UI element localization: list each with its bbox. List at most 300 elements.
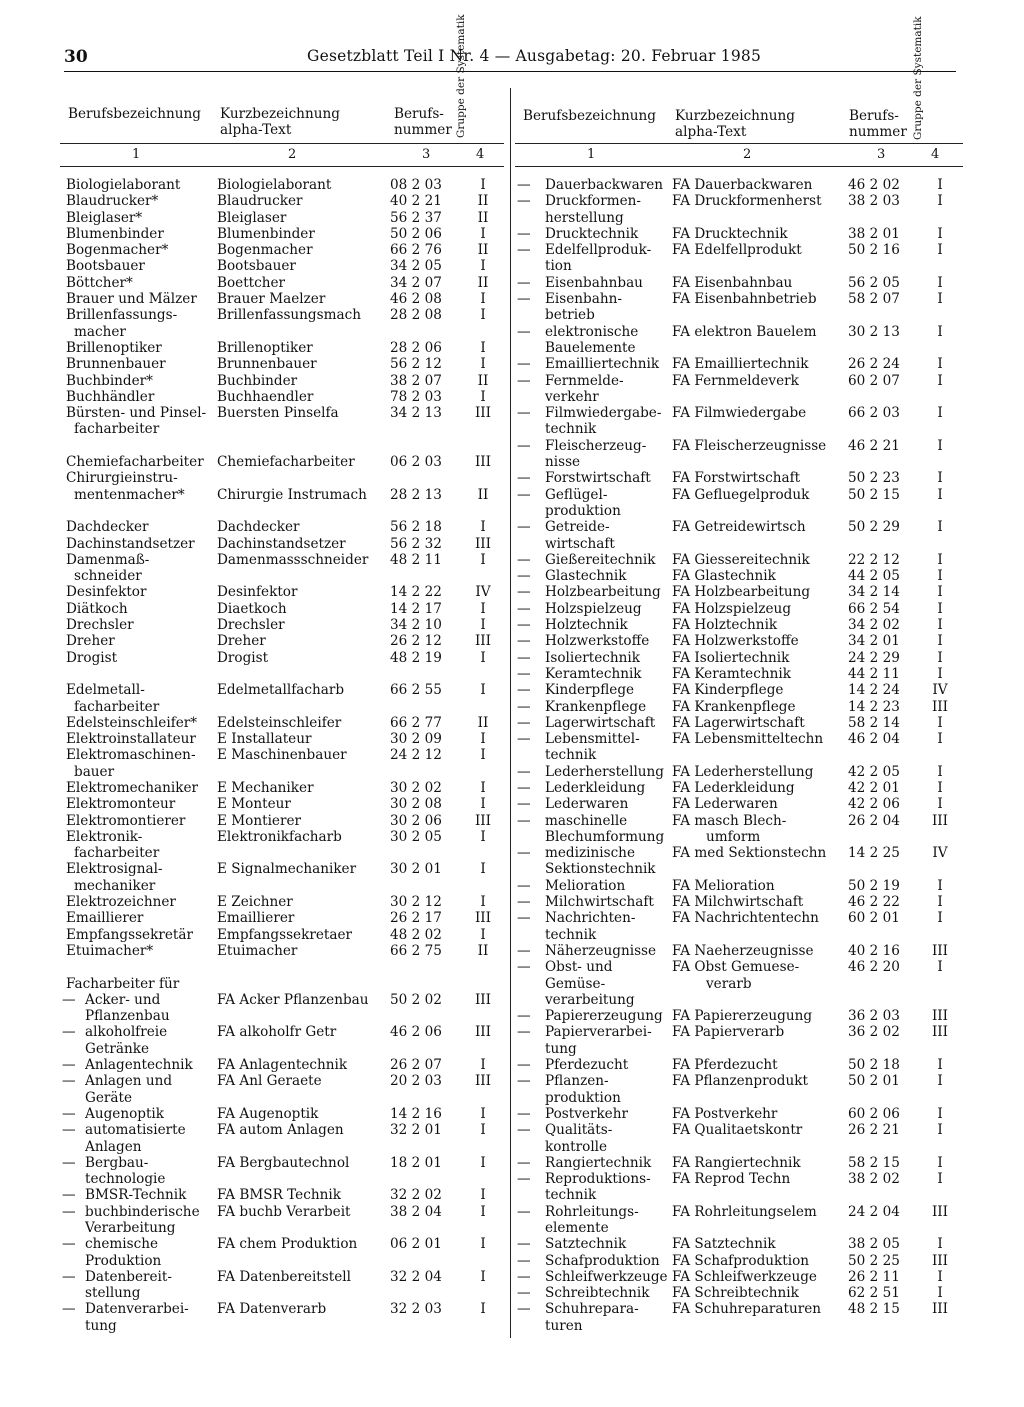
table-row — [60, 373, 504, 389]
gruppe: I — [937, 959, 943, 976]
kurzbezeichnung: FA Holztechnik — [672, 617, 778, 634]
berufsbezeichnung: Anlagentechnik — [85, 1057, 193, 1074]
table-row — [60, 177, 504, 193]
kurzbezeichnung: Bootsbauer — [217, 258, 296, 275]
gruppe: I — [937, 584, 943, 601]
gruppe: I — [937, 551, 943, 568]
berufsnummer: 30 2 13 — [848, 323, 900, 340]
berufsnummer: 36 2 03 — [848, 1008, 900, 1025]
kurzbezeichnung: FA Milchwirtschaft — [672, 894, 804, 911]
berufsnummer: 34 2 13 — [390, 405, 442, 422]
berufsnummer: 50 2 16 — [848, 242, 900, 259]
berufsbezeichnung: alkoholfreie — [85, 1024, 168, 1041]
kurzbezeichnung-cont: umform — [706, 828, 761, 845]
kurzbezeichnung: FA Melioration — [672, 877, 775, 894]
berufsbezeichnung: Eisenbahnbau — [545, 274, 643, 291]
berufsbezeichnung: Fernmelde- — [545, 372, 624, 389]
table-row — [60, 584, 504, 600]
gruppe: I — [480, 649, 486, 666]
list-dash: — — [62, 1268, 76, 1285]
row-spacer — [60, 666, 504, 682]
table-row — [515, 1171, 963, 1204]
gruppe: III — [931, 698, 949, 715]
list-dash: — — [517, 372, 531, 389]
list-dash: — — [517, 894, 531, 911]
gruppe: I — [480, 747, 486, 764]
berufsnummer: 30 2 12 — [390, 894, 442, 911]
kurzbezeichnung: Brauer Maelzer — [217, 291, 326, 308]
table-row — [515, 666, 963, 682]
kurzbezeichnung: E Mechaniker — [217, 779, 314, 796]
kurzbezeichnung: FA Lederherstellung — [672, 763, 814, 780]
berufsbezeichnung: medizinische — [545, 845, 635, 862]
table-row — [60, 747, 504, 780]
kurzbezeichnung: FA Lebensmitteltechn — [672, 731, 824, 748]
berufsbezeichnung: Getreide- — [545, 519, 610, 536]
berufsnummer: 56 2 32 — [390, 535, 442, 552]
table-row — [515, 731, 963, 764]
table-row — [515, 813, 963, 846]
berufsnummer: 22 2 12 — [848, 551, 900, 568]
berufsbezeichnung: Buchhändler — [66, 388, 155, 405]
berufsbezeichnung-cont: kontrolle — [545, 1138, 608, 1155]
table-row — [515, 242, 963, 275]
table-row — [515, 1008, 963, 1024]
col-number-4: 4 — [476, 147, 485, 162]
berufsnummer: 66 2 76 — [390, 242, 442, 259]
berufsbezeichnung-cont: Gemüse- — [545, 975, 606, 992]
berufsbezeichnung: Dachdecker — [66, 519, 149, 536]
list-dash: — — [517, 1236, 531, 1253]
kurzbezeichnung: E Maschinenbauer — [217, 747, 347, 764]
gruppe: I — [937, 225, 943, 242]
berufsnummer: 32 2 03 — [390, 1301, 442, 1318]
table-row — [60, 682, 504, 715]
kurzbezeichnung: Biologielaborant — [217, 177, 332, 193]
berufsnummer: 50 2 06 — [390, 225, 442, 242]
kurzbezeichnung: E Montierer — [217, 812, 301, 829]
berufsbezeichnung: Anlagen und — [85, 1073, 173, 1090]
table-row — [60, 1187, 504, 1203]
berufsnummer: 28 2 06 — [390, 339, 442, 356]
kurzbezeichnung: FA Fernmeldeverk — [672, 372, 799, 389]
table-row — [60, 894, 504, 910]
berufsnummer: 28 2 08 — [390, 307, 442, 324]
kurzbezeichnung: FA Fleischerzeugnisse — [672, 437, 827, 454]
list-dash: — — [517, 437, 531, 454]
gruppe: I — [937, 470, 943, 487]
list-dash: — — [517, 1073, 531, 1090]
berufsnummer: 48 2 02 — [390, 926, 442, 943]
berufsbezeichnung-cont: facharbeiter — [74, 698, 160, 715]
berufsnummer: 06 2 01 — [390, 1236, 442, 1253]
gruppe: I — [480, 1122, 486, 1139]
berufsbezeichnung: Elektrozeichner — [66, 894, 176, 911]
table-row — [515, 715, 963, 731]
berufsbezeichnung: Forstwirtschaft — [545, 470, 651, 487]
table-row — [515, 1236, 963, 1252]
berufsnummer: 38 2 01 — [848, 225, 900, 242]
gruppe: III — [474, 535, 492, 552]
kurzbezeichnung: FA BMSR Technik — [217, 1187, 341, 1204]
table-row — [515, 356, 963, 372]
table-row — [515, 1073, 963, 1106]
row-spacer — [60, 503, 504, 519]
table-row — [515, 1106, 963, 1122]
gruppe: IV — [932, 845, 948, 862]
berufsnummer: 60 2 07 — [848, 372, 900, 389]
kurzbezeichnung: FA Datenbereitstell — [217, 1268, 351, 1285]
gruppe: IV — [932, 682, 948, 699]
kurzbezeichnung: FA Drucktechnik — [672, 225, 788, 242]
gruppe: I — [937, 372, 943, 389]
kurzbezeichnung-cont: verarb — [706, 975, 752, 992]
table-row — [60, 519, 504, 535]
kurzbezeichnung: Blumenbinder — [217, 225, 315, 242]
kurzbezeichnung: Bogenmacher — [217, 242, 313, 259]
list-dash: — — [517, 649, 531, 666]
table-row — [60, 861, 504, 894]
gruppe: I — [480, 682, 486, 699]
table-row — [60, 633, 504, 649]
berufsnummer: 40 2 16 — [848, 942, 900, 959]
berufsbezeichnung-cont: Geräte — [85, 1089, 133, 1106]
list-dash: — — [517, 405, 531, 422]
berufsnummer: 50 2 02 — [390, 991, 442, 1008]
kurzbezeichnung: FA Giessereitechnik — [672, 551, 810, 568]
table-row — [60, 1204, 504, 1237]
col-number-2: 2 — [288, 147, 297, 162]
gruppe: I — [480, 519, 486, 536]
list-dash: — — [62, 1236, 76, 1253]
berufsbezeichnung: Brauer und Mälzer — [66, 291, 197, 308]
berufsnummer: 38 2 04 — [390, 1203, 442, 1220]
kurzbezeichnung: Edelsteinschleifer — [217, 714, 342, 731]
list-dash: — — [517, 1057, 531, 1074]
berufsbezeichnung-cont: wirtschaft — [545, 535, 615, 552]
berufsbezeichnung: Drucktechnik — [545, 225, 639, 242]
berufsnummer: 14 2 24 — [848, 682, 900, 699]
gruppe: I — [480, 779, 486, 796]
gruppe: I — [937, 877, 943, 894]
list-dash: — — [517, 910, 531, 927]
row-spacer — [60, 959, 504, 975]
table-row — [60, 715, 504, 731]
berufsbezeichnung-cont: Sektionstechnik — [545, 861, 656, 878]
list-dash: — — [62, 1057, 76, 1074]
section-heading: Facharbeiter für — [66, 975, 180, 992]
berufsnummer: 50 2 01 — [848, 1073, 900, 1090]
kurzbezeichnung: FA masch Blech- — [672, 812, 787, 829]
table-row — [515, 910, 963, 943]
kurzbezeichnung: Drechsler — [217, 617, 285, 634]
berufsnummer: 58 2 15 — [848, 1154, 900, 1171]
gruppe: I — [480, 600, 486, 617]
table-row — [515, 519, 963, 552]
kurzbezeichnung: FA Eisenbahnbetrieb — [672, 291, 817, 308]
kurzbezeichnung: Dachdecker — [217, 519, 300, 536]
berufsnummer: 50 2 19 — [848, 877, 900, 894]
table-row — [60, 1106, 504, 1122]
berufsbezeichnung: Edelsteinschleifer* — [66, 714, 198, 731]
kurzbezeichnung: Dreher — [217, 633, 266, 650]
berufsnummer: 66 2 54 — [848, 600, 900, 617]
berufsbezeichnung: BMSR-Technik — [85, 1187, 187, 1204]
berufsnummer: 42 2 06 — [848, 796, 900, 813]
berufsbezeichnung: Melioration — [545, 877, 626, 894]
gruppe: I — [480, 1301, 486, 1318]
berufsbezeichnung: Nachrichten- — [545, 910, 636, 927]
header-kurzbezeichnung: Kurzbezeichnung alpha-Text — [220, 106, 340, 138]
table-row — [60, 1301, 504, 1334]
kurzbezeichnung: FA Schleifwerkzeuge — [672, 1268, 817, 1285]
table-row — [515, 617, 963, 633]
list-dash: — — [517, 225, 531, 242]
berufsnummer: 26 2 12 — [390, 633, 442, 650]
kurzbezeichnung: FA elektron Bauelem — [672, 323, 817, 340]
berufsbezeichnung: Elektromonteur — [66, 796, 176, 813]
gruppe: I — [937, 1154, 943, 1171]
berufsnummer: 14 2 22 — [390, 584, 442, 601]
berufsnummer: 30 2 05 — [390, 828, 442, 845]
list-dash: — — [517, 796, 531, 813]
table-row — [60, 552, 504, 585]
berufsbezeichnung: Augenoptik — [85, 1105, 165, 1122]
kurzbezeichnung: Etuimacher — [217, 942, 298, 959]
berufsbezeichnung: Schleifwerkzeuge — [545, 1268, 668, 1285]
table-row — [515, 177, 963, 193]
kurzbezeichnung: Blaudrucker — [217, 193, 303, 210]
gruppe: I — [480, 388, 486, 405]
gruppe: I — [937, 910, 943, 927]
table-row — [60, 796, 504, 812]
berufsbezeichnung: Schuhrepara- — [545, 1301, 639, 1318]
gruppe: I — [937, 1122, 943, 1139]
kurzbezeichnung: E Zeichner — [217, 894, 293, 911]
kurzbezeichnung: FA Druckformenherst — [672, 193, 822, 210]
berufsnummer: 30 2 01 — [390, 861, 442, 878]
left-column — [60, 14, 504, 1334]
gruppe: I — [480, 1154, 486, 1171]
berufsbezeichnung-cont: tion — [545, 258, 572, 275]
berufsbezeichnung: Lederwaren — [545, 796, 629, 813]
table-row — [60, 601, 504, 617]
gruppe: I — [937, 242, 943, 259]
berufsbezeichnung: Filmwiedergabe- — [545, 405, 662, 422]
kurzbezeichnung: FA Bergbautechnol — [217, 1154, 350, 1171]
kurzbezeichnung: FA Obst Gemuese- — [672, 959, 800, 976]
berufsbezeichnung: Drechsler — [66, 617, 134, 634]
col-number-3: 3 — [877, 147, 886, 162]
table-row — [60, 340, 504, 356]
kurzbezeichnung: FA Schafproduktion — [672, 1252, 810, 1269]
kurzbezeichnung: Diaetkoch — [217, 600, 287, 617]
right-column-numbers — [515, 143, 963, 167]
berufsnummer: 34 2 14 — [848, 584, 900, 601]
berufsbezeichnung: Fleischerzeug- — [545, 437, 647, 454]
table-row — [60, 910, 504, 926]
col-number-4: 4 — [931, 147, 940, 162]
berufsbezeichnung: Brillenfassungs- — [66, 307, 178, 324]
list-dash: — — [517, 291, 531, 308]
berufsbezeichnung: Bootsbauer — [66, 258, 145, 275]
berufsnummer: 14 2 23 — [848, 698, 900, 715]
berufsbezeichnung: Blumenbinder — [66, 225, 164, 242]
berufsbezeichnung: Elektromontierer — [66, 812, 186, 829]
list-dash: — — [517, 486, 531, 503]
berufsnummer: 36 2 02 — [848, 1024, 900, 1041]
kurzbezeichnung: FA Kinderpflege — [672, 682, 784, 699]
berufsbezeichnung-cont: Blechumformung — [545, 828, 665, 845]
col-number-2: 2 — [743, 147, 752, 162]
kurzbezeichnung: FA Postverkehr — [672, 1105, 778, 1122]
table-row — [60, 829, 504, 862]
berufsbezeichnung: Gießereitechnik — [545, 551, 656, 568]
table-row — [515, 845, 963, 878]
kurzbezeichnung: FA Papiererzeugung — [672, 1008, 813, 1025]
berufsbezeichnung: Obst- und — [545, 959, 613, 976]
table-row — [515, 1253, 963, 1269]
list-dash: — — [517, 323, 531, 340]
kurzbezeichnung: Emaillierer — [217, 910, 295, 927]
berufsnummer: 56 2 18 — [390, 519, 442, 536]
berufsnummer: 56 2 12 — [390, 356, 442, 373]
table-row — [515, 275, 963, 291]
berufsnummer: 34 2 10 — [390, 617, 442, 634]
header-gruppe: Gruppe der Systematik — [455, 14, 467, 138]
berufsbezeichnung-cont: betrieb — [545, 307, 595, 324]
berufsbezeichnung: Blaudrucker* — [66, 193, 159, 210]
kurzbezeichnung: FA Anlagentechnik — [217, 1057, 348, 1074]
kurzbezeichnung: FA Reprod Techn — [672, 1171, 791, 1188]
gruppe: IV — [475, 584, 491, 601]
list-dash: — — [517, 665, 531, 682]
list-dash: — — [517, 1154, 531, 1171]
berufsbezeichnung: Diätkoch — [66, 600, 128, 617]
gruppe: I — [937, 177, 943, 193]
gruppe: II — [477, 193, 489, 210]
berufsnummer: 26 2 07 — [390, 1057, 442, 1074]
list-dash: — — [62, 1024, 76, 1041]
gruppe: II — [477, 209, 489, 226]
berufsbezeichnung: Damenmaß- — [66, 551, 150, 568]
berufsbezeichnung: Chemiefacharbeiter — [66, 454, 204, 471]
table-row — [60, 992, 504, 1025]
gruppe: I — [937, 894, 943, 911]
list-dash: — — [517, 633, 531, 650]
gruppe: II — [477, 486, 489, 503]
table-row — [60, 405, 504, 438]
gruppe: II — [477, 372, 489, 389]
gruppe: I — [937, 617, 943, 634]
kurzbezeichnung: FA Schuhreparaturen — [672, 1301, 822, 1318]
berufsnummer: 60 2 01 — [848, 910, 900, 927]
berufsnummer: 48 2 19 — [390, 649, 442, 666]
gruppe: I — [937, 665, 943, 682]
berufsbezeichnung-cont: verarbeitung — [545, 991, 635, 1008]
gruppe: I — [480, 796, 486, 813]
header-berufsbezeichnung: Berufsbezeichnung — [523, 108, 656, 124]
berufsbezeichnung: chemische — [85, 1236, 159, 1253]
gruppe: I — [937, 1285, 943, 1302]
list-dash: — — [517, 274, 531, 291]
table-row — [60, 536, 504, 552]
kurzbezeichnung: FA Anl Geraete — [217, 1073, 322, 1090]
gruppe: I — [937, 437, 943, 454]
berufsbezeichnung: Satztechnik — [545, 1236, 627, 1253]
gruppe: II — [477, 942, 489, 959]
berufsnummer: 34 2 05 — [390, 258, 442, 275]
table-row — [60, 454, 504, 470]
gruppe: III — [474, 633, 492, 650]
gruppe: I — [937, 486, 943, 503]
berufsbezeichnung: Acker- und — [85, 991, 161, 1008]
berufsbezeichnung: elektronische — [545, 323, 639, 340]
kurzbezeichnung: FA Lederkleidung — [672, 779, 795, 796]
list-dash: — — [62, 1203, 76, 1220]
table-row — [515, 943, 963, 959]
list-dash: — — [517, 568, 531, 585]
berufsbezeichnung: Dachinstandsetzer — [66, 535, 195, 552]
table-row — [515, 699, 963, 715]
berufsbezeichnung-cont: produktion — [545, 502, 621, 519]
kurzbezeichnung: Dachinstandsetzer — [217, 535, 346, 552]
berufsnummer: 48 2 15 — [848, 1301, 900, 1318]
gruppe: I — [937, 649, 943, 666]
header-rule — [64, 71, 956, 72]
gruppe: II — [477, 714, 489, 731]
kurzbezeichnung: FA Emailliertechnik — [672, 356, 809, 373]
gruppe: I — [937, 274, 943, 291]
berufsbezeichnung: buchbinderische — [85, 1203, 200, 1220]
list-dash: — — [517, 617, 531, 634]
gruppe: I — [480, 894, 486, 911]
table-row — [515, 796, 963, 812]
list-dash: — — [517, 1024, 531, 1041]
table-row — [515, 584, 963, 600]
kurzbezeichnung: FA Pferdezucht — [672, 1057, 778, 1074]
gruppe: III — [931, 1008, 949, 1025]
berufsnummer: 66 2 03 — [848, 405, 900, 422]
kurzbezeichnung: Brillenfassungsmach — [217, 307, 361, 324]
berufsbezeichnung: Pferdezucht — [545, 1057, 629, 1074]
berufsbezeichnung: Drogist — [66, 649, 118, 666]
table-row — [515, 601, 963, 617]
table-row — [60, 1122, 504, 1155]
table-row — [60, 813, 504, 829]
berufsbezeichnung: Lagerwirtschaft — [545, 714, 656, 731]
gruppe: I — [480, 828, 486, 845]
berufsbezeichnung: Datenbereit- — [85, 1268, 172, 1285]
header-berufsnummer: Berufs-nummer — [849, 108, 907, 140]
berufsnummer: 44 2 05 — [848, 568, 900, 585]
page-header — [64, 44, 956, 74]
table-row — [60, 275, 504, 291]
kurzbezeichnung: FA Getreidewirtsch — [672, 519, 806, 536]
table-row — [60, 617, 504, 633]
kurzbezeichnung: FA alkoholfr Getr — [217, 1024, 337, 1041]
gruppe: I — [937, 568, 943, 585]
kurzbezeichnung: FA Holzbearbeitung — [672, 584, 811, 601]
gruppe: I — [937, 600, 943, 617]
kurzbezeichnung: FA Krankenpflege — [672, 698, 796, 715]
berufsbezeichnung: Dauerbackwaren — [545, 177, 663, 193]
berufsnummer: 34 2 07 — [390, 274, 442, 291]
table-row — [60, 1155, 504, 1188]
berufsnummer: 30 2 09 — [390, 731, 442, 748]
gruppe: I — [937, 731, 943, 748]
kurzbezeichnung: FA Holzspielzeug — [672, 600, 792, 617]
